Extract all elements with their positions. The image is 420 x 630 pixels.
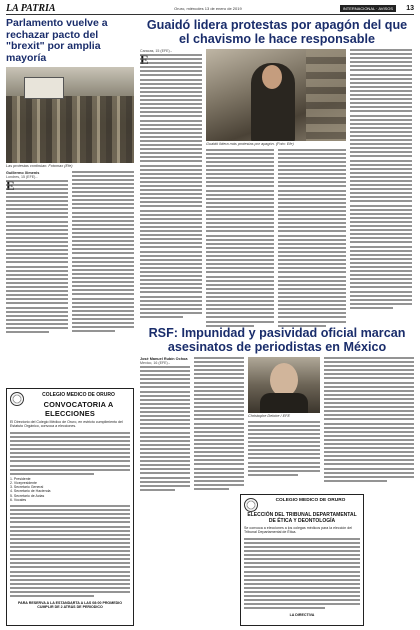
ad-right-intro: Se convoca a elecciones a los colegas médicos para la elección del Tribunal Departamental de Ética. bbox=[244, 526, 353, 535]
rsf-text-3 bbox=[248, 421, 320, 476]
crowd-image bbox=[306, 49, 346, 141]
brexit-text-2 bbox=[72, 171, 134, 333]
brexit-text-1 bbox=[6, 180, 68, 333]
guaido-headline: Guaidó lidera protestas por apagón del que el chavismo le hace responsable bbox=[146, 18, 408, 46]
ad-intro: El Directorio del Colegio Médico de Oruro, en estricto cumplimiento del Estatuto Orgánico, convoca a elecciones. bbox=[10, 420, 123, 429]
page-header bbox=[6, 3, 414, 15]
brexit-headline: Parlamento vuelve a rechazar pacto del "brexit" por amplia mayoría bbox=[6, 17, 108, 64]
crowd-image bbox=[6, 96, 134, 163]
brexit-body bbox=[6, 171, 134, 336]
ad-right-footer: LA DIRECTIVA bbox=[289, 613, 315, 618]
guaido-photo bbox=[206, 49, 346, 141]
guaido-col-1 bbox=[140, 49, 202, 329]
date-line: Oruro, miércoles 13 de enero de 2019 bbox=[174, 6, 242, 11]
guaido-body bbox=[140, 49, 414, 329]
seal-icon bbox=[244, 498, 258, 512]
rsf-photo-caption: Christophe Deloire / EFE bbox=[248, 414, 290, 418]
guaido-article bbox=[140, 18, 414, 329]
rsf-col-photo bbox=[248, 357, 320, 493]
body-image bbox=[260, 393, 308, 413]
face-image bbox=[262, 65, 282, 89]
rsf-col-4 bbox=[324, 357, 414, 493]
masthead: LA PATRIA bbox=[6, 3, 56, 14]
rsf-dateline: Mexico, 16 (EFE).- bbox=[140, 361, 170, 365]
brexit-article bbox=[6, 18, 134, 335]
protest-sign-image bbox=[24, 77, 64, 99]
rsf-body bbox=[140, 357, 414, 493]
guaido-dateline: Caracas, 15 (EFE).- bbox=[140, 49, 172, 53]
guaido-text-2 bbox=[206, 149, 274, 329]
ad-position-item: 4. Secretario de Hacienda bbox=[10, 489, 51, 494]
head-image bbox=[270, 363, 298, 397]
ad-right-title: ELECCIÓN DEL TRIBUNAL DEPARTAMENTAL DE ÉTICA Y DEONTOLOGÍA bbox=[247, 512, 357, 524]
section-tag: INTERNACIONAL · AVISOS bbox=[340, 5, 396, 12]
ad-position-item: 2. Vicepresidente bbox=[10, 481, 37, 486]
rsf-col-2 bbox=[194, 357, 244, 493]
guaido-col-photo bbox=[206, 49, 346, 329]
ad-position-item: 1. Presidente bbox=[10, 476, 31, 481]
rsf-col-1 bbox=[140, 357, 190, 493]
brexit-byline: Guillermo Ximenis bbox=[6, 170, 40, 175]
rsf-text-2 bbox=[194, 357, 244, 490]
ad-text-2 bbox=[10, 505, 130, 597]
guaido-text-4 bbox=[350, 49, 412, 309]
ad-position-item: 3. Secretario General bbox=[10, 485, 44, 490]
election-notice-ad bbox=[6, 388, 134, 626]
ad-position-item: 5. Secretario de Actas bbox=[10, 493, 45, 498]
page-number: 13 bbox=[406, 5, 414, 12]
guaido-col-4 bbox=[350, 49, 412, 329]
rsf-article bbox=[140, 326, 414, 493]
rsf-byline: José Manuel Rubín Ochoa bbox=[140, 357, 188, 361]
ad-footer: PARA RESERVA A LA ESTANDARTA A LAS 08:00 PROMEDIO CUMPLIR DE 2 ATRÁS DE PERIODICO bbox=[17, 601, 123, 610]
brexit-photo-caption: Las protestas continúan. Fotomax (Efe) bbox=[6, 164, 73, 168]
ethics-tribunal-ad bbox=[240, 494, 364, 626]
seal-icon bbox=[10, 392, 24, 406]
ad-org-name: COLEGIO MEDICO DE ORURO bbox=[42, 392, 115, 398]
ad-right-text bbox=[244, 538, 360, 610]
ad-text bbox=[10, 432, 130, 475]
rsf-photo bbox=[248, 357, 320, 413]
rsf-headline: RSF: Impunidad y pasividad oficial marcan asesinatos de periodistas en México bbox=[148, 326, 406, 354]
guaido-text-1 bbox=[140, 54, 202, 318]
ad-right-org-name: COLEGIO MEDICO DE ORURO bbox=[275, 498, 346, 503]
guaido-text-3 bbox=[278, 149, 346, 329]
brexit-body-col-1 bbox=[6, 171, 68, 336]
rsf-text-1 bbox=[140, 366, 190, 491]
ad-title: CONVOCATORIA A ELECCIONES bbox=[43, 400, 114, 418]
rsf-text-4 bbox=[324, 357, 414, 482]
guaido-photo-caption: Guaidó lidera más protestas por apagón. (Foto: Efe) bbox=[206, 142, 294, 146]
brexit-body-col-2 bbox=[72, 171, 134, 336]
ad-position-item: 6. Vocales bbox=[10, 497, 27, 502]
ad-positions-list bbox=[10, 477, 130, 502]
brexit-photo bbox=[6, 67, 134, 163]
brexit-dateline: Londres, 15 (EFE).- bbox=[6, 174, 38, 179]
